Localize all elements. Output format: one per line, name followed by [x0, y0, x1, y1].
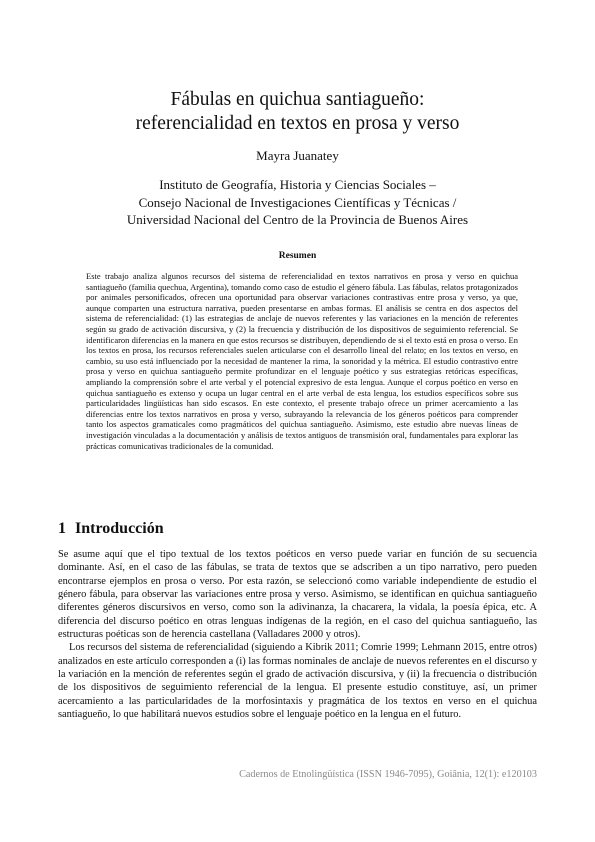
affiliation-line-2: Consejo Nacional de Investigaciones Científicas y Técnicas /	[138, 194, 457, 210]
body-paragraph-2: Los recursos del sistema de referencialidad (siguiendo a Kibrik 2011; Comrie 1999; Lehmann 2015, entre otros) analizados en este artículo corresponden a (i) las formas nominales de anclaje de nuevos referentes en el discurso y la variación en la mención de referentes según el grado de activación discursiva, y (ii) la frecuencia o distribución de los dispositivos de seguimiento referencial de la lengua. El presente estudio constituye, así, un primer acercamiento a las particularidades de la morfosintaxis y pragmática de los textos en verso en el quichua santiagueño, lo que habilitará nuevos estudios sobre el lenguaje poético en la lengua en el futuro.	[58, 642, 537, 721]
author-name: Mayra Juanatey	[256, 148, 339, 163]
title-line-2: referencialidad en textos en prosa y verso	[135, 113, 460, 134]
body-paragraph-1: Se asume aquí que el tipo textual de los textos poéticos en verso puede variar en función de su secuencia dominante. Así, en el caso de las fábulas, se trata de textos que se adscriben a un tipo narrativo, pero pueden encontrarse ejemplos en prosa o verso. Por esta razón, se seleccionó como variable independiente de estudio el género fábula, para observar las variaciones entre prosa y verso. Asimismo, se identifican en quichua santiagueño diferentes géneros discursivos en verso, como son la adivinanza, la chacarera, la vidala, la poesía épica, etc. A diferencia del discurso poético en otras lenguas indígenas de la región, en el caso del quichua santiagueño, las estructuras poéticas son de herencia castellana (Valladares 2000 y otros).	[58, 549, 537, 641]
title-line-1: Fábulas en quichua santiagueño:	[170, 89, 425, 110]
section-heading	[58, 519, 164, 539]
affiliation-line-3: Universidad Nacional del Centro de la Provincia de Buenos Aires	[126, 212, 469, 227]
section-title: Introducción	[75, 520, 164, 537]
author-affiliation	[40, 176, 555, 229]
paper-title	[40, 88, 555, 136]
affiliation-line-1: Instituto de Geografía, Historia y Ciencias Sociales –	[159, 177, 436, 192]
journal-footer: Cadernos de Etnolingüística (ISSN 1946-7095), Goiânia, 12(1): e120103	[239, 769, 537, 780]
abstract-heading: Resumen	[278, 251, 317, 261]
section-body	[58, 548, 537, 721]
abstract-text: Este trabajo analiza algunos recursos del sistema de referencialidad en textos narrativos en prosa y verso en quichua santiagueño (familia quechua, Argentina), tomando como caso de estudio el género fábula. Las fábulas, relatos protagonizados por animales personificados, ofrecen una oportunidad para observar variaciones contrastivas entre prosa y verso, ya que, aunque comparten una estructura narrativa, pueden presentarse en ambas formas. El análisis se centra en dos aspectos del sistema de referencialidad: (1) las estrategias de anclaje de nuevos referentes y las variaciones en la mención de referentes según su grado de activación discursiva, y (2) la frecuencia y distribución de los dispositivos de seguimiento referencial. Se identificaron diferencias en la manera en que estos recursos se distribuyen, dependiendo de si el texto está en prosa o verso. En los textos en prosa, los recursos referenciales suelen articularse con el desarrollo lineal del relato; en los textos en verso, en cambio, su uso está influenciado por la necesidad de mantener la rima, la sonoridad y la métrica. El estudio contrastivo entre prosa y verso en quichua santiagueño permite profundizar en el lenguaje poético y sus estrategias retóricas específicas, ampliando la comprensión sobre el arte verbal y el potencial expresivo de esta lengua. Aunque el corpus poético en verso en quichua santiagueño es extenso y ocupa un lugar central en el arte verbal de esta lengua, los estudios específicos sobre sus particularidades lingüísticas han sido escasos. En este contexto, el presente trabajo ofrece un primer acercamiento a las diferencias entre los textos narrativos en prosa y verso, subrayando la relevancia de los géneros poéticos para comprender tanto los aspectos gramaticales como pragmáticos del quichua santiagueño. Asimismo, este estudio abre nuevas líneas de investigación vinculadas a la documentación y análisis de textos antiguos de transmisión oral, fundamentales para explorar las prácticas comunicativas tradicionales de la comunidad.	[86, 271, 518, 451]
section-number: 1	[58, 520, 66, 537]
